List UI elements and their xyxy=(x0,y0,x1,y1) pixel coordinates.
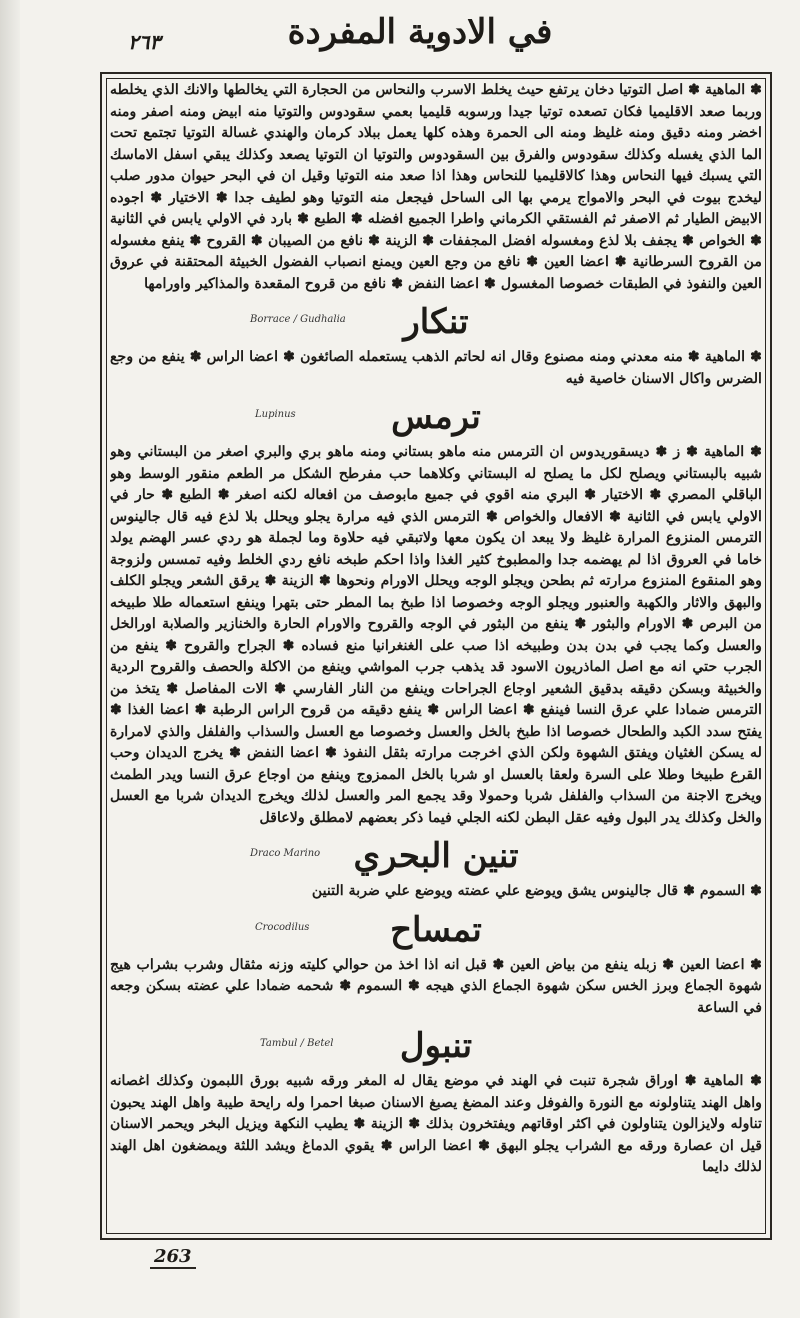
entry-heading-row xyxy=(110,299,762,345)
page-gutter-shadow xyxy=(0,0,20,1318)
entry-tanbul-text: ✽ الماهية ✽ اوراق شجرة تنبت في الهند في موضع يقال له المغر ورقه شبيه بورق اللبمون وكذلك اغصانه واهل الهند يتناولونه مع النورة والفوفل وعند المضغ يصبغ الاسنان صبغا احمرا وله رايحة طيبة واهل الهند يحبون تناوله ولايزالون يتناولون في اكثر اوقاتهم ويفتخرون بذلك ✽ الزينة ✽ يطيب النكهة ويزيل البخر ويحمر الاسنان قيل ان عصارة ورقه مع الشراب يجلو البهق ✽ اعضا الراس ✽ يقوي الدماغ ويشد اللثة ويمضغون اهل الهند لذلك دايما xyxy=(110,1073,762,1175)
latin-margin-note: Tambul / Betel xyxy=(260,1038,334,1049)
entry-heading-row xyxy=(110,394,762,440)
entry-turmus-text: ✽ الماهية ✽ ز ✽ ديسقوريدوس ان الترمس منه ماهو بستاني ومنه ماهو بري والبري اصغر من البستاني وهو شبيه بالبستاني ويصلح لكل ما يصلح له البستاني وكلاهما حب مفرطح الشكل مر الطعم منقور الوسط وهو الباقلي المصري ✽ الاختيار ✽ البري منه اقوي في جميع مابوصف من افعاله لكنه اصغر ✽ الطبع ✽ حار في الاولي يابس في الثانية ✽ الافعال والخواص ✽ الترمس الذي فيه مرارة يجلو ويحلل بلا لذع فيه قال جالينوس الترمس المنزوع المرارة غليظ ولا يبعد ان يكون معها ولاتبقي فيه حلاوة وما لجملة هو ردي عسر الهضم يولد خاما في العروق اذا لم يهضمه جدا والمطبوخ كثير الغذا واذا احكم طبخه نافع ردي الخلط وفيه تمسس ولزوجة وهو المنقوع المنزوع مرارته ثم بطحن ويجلو الوجه ويحلل الاورام ونحوها ✽ الزينة ✽ يرقق الشعر ويجلو الكلف والبهق والاثار والكهبة والعنبور ويجلو الوجه وخصوصا اذا طبخ بما المطر حتى بتهرا وينفع استعماله طلا طبيخه من البرص ✽ الاورام والبثور ✽ ينفع من البثور في الوجه والقروح والاورام الحارة والخنازير والصلابة اورالخل والعسل وكما يجب في بدن بدن وطبيخه اذا صب على الغنغرانيا منع فساده ✽ الجراح والقروح ✽ ينفع من الجرب حتي انه مع اصل الماذريون الاسود قد يذهب جرب المواشي وينفع من الاكلة والحصف والقروح الردية والخبيثة وبسكن دقيقه بدقيق الشعير اوجاع الجراحات وينفع من النار الفارسي ✽ الات المفاصل ✽ يتخذ من الترمس ضمادا علي عرق النسا فينفع ✽ اعضا الراس ✽ ينفع دقيقه من قروح الراس الرطبة ✽ اعضا الغذا ✽ يفتح سدد الكبد والطحال خصوصا اذا طبخ بالخل والعسل وخصوصا مع العسل والسذاب والفلفل والذي لامرارة له يسكن الغثيان ويفتق الشهوة ولكن الذي اخرجت مرارته بثقل النفوذ ✽ اعضا النفض ✽ يخرج الديدان وحب القرع طبيخا وطلا على السرة ولعقا بالعسل او شربا بالخل الممزوج وينفع من اوجاع عرق النسا ويدر الطمث ويخرج الاجنة من السذاب والفلفل شربا وحمولا وقد يجمع المر والعسل لذلك ويخرج الديدان شربا مع العسل والخل وكذلك يدر البول وفيه عقل البطن لكنه الجلي فيما ذكر بعضهم لامطلق ولاعاقل xyxy=(110,444,762,826)
page-number-footer: 263 xyxy=(150,1246,196,1269)
entry-heading-row xyxy=(110,907,762,953)
entry-tinkar-text: ✽ الماهية ✽ منه معدني ومنه مصنوع وقال انه لحاتم الذهب يستعمله الصائغون ✽ اعضا الراس ✽ ينفع من وجع الضرس واكال الاسنان خاصية فيه xyxy=(110,349,762,387)
entry-heading-tinnin-bahri: تنين البحري xyxy=(353,836,519,876)
entry-heading-row xyxy=(110,833,762,879)
text-frame xyxy=(100,72,772,1240)
entry-tinnin-bahri-text: ✽ السموم ✽ قال جالينوس يشق ويوضع علي عضته ويوضع علي ضربة التنين xyxy=(311,883,762,899)
entry-heading-tanbul: تنبول xyxy=(399,1026,473,1066)
page-content xyxy=(110,80,762,1232)
entry-heading-timsah: تمساح xyxy=(390,909,482,950)
latin-margin-note: Draco Marino xyxy=(250,848,321,859)
entry-heading-turmus: ترمس xyxy=(391,397,481,437)
running-head xyxy=(90,8,750,70)
entry-timsah-text: ✽ اعضا العين ✽ زبله ينفع من بياض العين ✽ قبل انه اذا اخذ من حوالي كليته وزنه مثقال وشرب بشراب هيج شهوة الجماع وبرز الخس سكن شهوة الجماع الذي هيجه ✽ السموم ✽ شحمه ضمادا علي عضته بسكن وجعه في الساعة xyxy=(110,956,762,1016)
latin-margin-note: Crocodilus xyxy=(255,921,310,933)
latin-margin-note: Borrace / Gudhalia xyxy=(250,314,346,325)
entry-tutia-text: ✽ الماهية ✽ اصل التوتيا دخان يرتفع حيث يخلط الاسرب والنحاس من الحجارة التي يخالطها والانك الذي يخلطه وربما صعد الاقليميا فكان تصعده توتيا جيدا ورسوبه قليميا بعمي سقودوس والتوتيا منه ابيض ومنه اصفر ومنه اخضر ومنه دقيق ومنه غليظ ومنه الى الحمرة وهذه كلها يعمل ببلاد كرمان والهندي غسالة التوتيا تجتمع تحت الما الذي يغسله وكذلك سقودوس والفرق بين السقودوس والتوتيا ان التوتيا يصعد وكذلك يبقي اسفل الاماسك التي يسبك فيها النحاس وهذا كالاقليميا للنحاس وهذا اذا صعد منه التوتيا وقيل ان في البحر حيوان مدور صلب ليخدج بيوت في البحر والامواج يرمي بها الى الساحل فيجعل منه التوتيا وهو لطيف جدا ✽ الاختيار ✽ اجوده الابيض الطيار ثم الاصفر ثم الفستقي الكرماني واطرا الجميع افضله ✽ الطبع ✽ بارد في الاولي يابس في الثانية ✽ الخواص ✽ يجفف بلا لذع ومغسوله افضل المجففات ✽ الزينة ✽ نافع من الصيبان ✽ القروح ✽ ينفع مغسوله من القروح السرطانية ✽ اعضا العين ✽ نافع من وجع العين ويمنع انصباب الفضول الخبيثة المحتقنة في عروق العين والنفوذ في الطبقات خصوصا المغسول ✽ اعضا النفض ✽ نافع من قروح المقعدة والمذاكير واورامها xyxy=(110,82,762,292)
entry-heading-tinkar: تنكار xyxy=(403,302,469,342)
entry-heading-row xyxy=(110,1023,762,1069)
running-title: في الادوية المفردة xyxy=(287,12,553,52)
latin-margin-note: Lupinus xyxy=(255,409,296,420)
page-number-arabic: ٢٦٣ xyxy=(128,30,161,54)
